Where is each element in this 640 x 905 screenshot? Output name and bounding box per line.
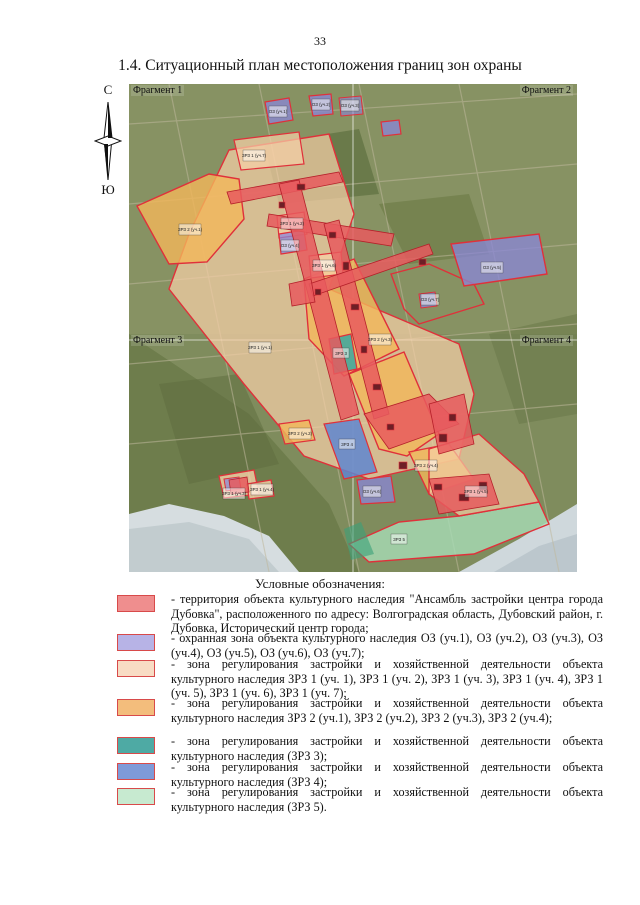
legend-swatch	[117, 660, 155, 677]
legend-text: - зона регулирования застройки и хозяйственной деятельности объекта культурного наследия (ЗРЗ 5).	[171, 785, 603, 814]
fragment-1-label: Фрагмент 1	[133, 85, 183, 96]
svg-text:ЗРЗ 3: ЗРЗ 3	[335, 351, 347, 356]
svg-text:ЗРЗ 1 (уч.3): ЗРЗ 1 (уч.3)	[221, 491, 247, 496]
fragment-4-label: Фрагмент 4	[521, 335, 571, 346]
svg-text:ЗРЗ 2 (уч.1): ЗРЗ 2 (уч.1)	[177, 227, 203, 232]
zone-label	[312, 260, 337, 271]
svg-text:ОЗ (уч.3): ОЗ (уч.3)	[340, 103, 360, 108]
zone-label	[464, 486, 489, 497]
compass-north-label: С	[103, 82, 113, 97]
legend-title: Условные обозначения:	[254, 576, 386, 591]
zone-label	[222, 488, 247, 499]
legend-swatch	[117, 634, 155, 651]
north-arrow	[94, 82, 134, 202]
zone-label	[281, 240, 300, 251]
svg-text:ЗРЗ 1 (уч.1): ЗРЗ 1 (уч.1)	[247, 345, 273, 350]
compass-south-label: Ю	[101, 182, 115, 197]
svg-text:ЗРЗ 1 (уч.2): ЗРЗ 1 (уч.2)	[279, 221, 305, 226]
legend-item	[117, 657, 607, 701]
svg-text:ЗРЗ 1 (уч.7): ЗРЗ 1 (уч.7)	[241, 153, 267, 158]
compass-icon	[94, 100, 122, 182]
legend-text: - зона регулирования застройки и хозяйственной деятельности объекта культурного наследия ЗРЗ 2 (уч.1), ЗРЗ 2 (уч.2), ЗРЗ 2 (уч.3), ЗРЗ 2 (уч.4);	[171, 696, 603, 725]
legend-swatch	[117, 737, 155, 754]
zone-label	[333, 348, 349, 358]
svg-text:ОЗ (уч.5): ОЗ (уч.5)	[482, 265, 502, 270]
svg-text:ЗРЗ 4: ЗРЗ 4	[341, 442, 353, 447]
zone-label	[391, 534, 407, 544]
legend-text: - зона регулирования застройки и хозяйственной деятельности объекта культурного наследия (ЗРЗ 4);	[171, 760, 603, 789]
zone-label	[421, 294, 440, 305]
svg-text:ОЗ (уч.2): ОЗ (уч.2)	[311, 102, 331, 107]
zone-label	[269, 106, 288, 117]
zone-label	[178, 224, 203, 235]
zone-label	[250, 484, 275, 495]
map-canvas	[129, 84, 577, 572]
svg-text:ЗРЗ 1 (уч.4): ЗРЗ 1 (уч.4)	[249, 487, 275, 492]
svg-text:ЗРЗ 2 (уч.3): ЗРЗ 2 (уч.3)	[367, 337, 393, 342]
legend-text: - зона регулирования застройки и хозяйственной деятельности объекта культурного наследия ЗРЗ 1 (уч. 1), ЗРЗ 1 (уч. 2), ЗРЗ 1 (уч. 3), ЗРЗ 1 (уч. 4), ЗРЗ 1 (уч. 5), ЗРЗ 1 (уч. 6), ЗРЗ 1 (уч. 7);	[171, 657, 603, 701]
zone-label	[248, 342, 273, 353]
svg-text:ОЗ (уч.6): ОЗ (уч.6)	[362, 489, 382, 494]
zone-label	[481, 262, 503, 273]
zone-label	[339, 439, 355, 449]
legend-item	[117, 785, 607, 815]
legend-swatch	[117, 595, 155, 612]
svg-text:ЗРЗ 1 (уч.6): ЗРЗ 1 (уч.6)	[311, 263, 337, 268]
fragment-2-label: Фрагмент 2	[521, 85, 571, 96]
svg-text:ОЗ (уч.1): ОЗ (уч.1)	[268, 109, 288, 114]
zone-label	[312, 99, 331, 110]
svg-text:ЗРЗ 5: ЗРЗ 5	[393, 537, 405, 542]
legend-item	[117, 592, 607, 636]
zone-label	[280, 218, 305, 229]
legend-text: - охранная зона объекта культурного наследия ОЗ (уч.1), ОЗ (уч.2), ОЗ (уч.3), ОЗ (уч.4), ОЗ (уч.5), ОЗ (уч.6), ОЗ (уч.7);	[171, 631, 603, 660]
svg-text:ОЗ (уч.7): ОЗ (уч.7)	[420, 297, 440, 302]
svg-text:ЗРЗ 2 (уч.4): ЗРЗ 2 (уч.4)	[413, 463, 439, 468]
zone-label	[363, 486, 382, 497]
zone-label	[242, 150, 267, 161]
legend-swatch	[117, 763, 155, 780]
zone-label	[368, 334, 393, 345]
zone-label	[414, 460, 439, 471]
zone-label	[341, 100, 360, 111]
situational-map	[129, 84, 577, 572]
legend-text: - зона регулирования застройки и хозяйственной деятельности объекта культурного наследия (ЗРЗ 3);	[171, 734, 603, 763]
legend-swatch	[117, 699, 155, 716]
page-number: 33	[314, 34, 326, 48]
legend-item	[117, 696, 607, 726]
legend-swatch	[117, 788, 155, 805]
page-title: 1.4. Ситуационный план местоположения границ зон охраны	[118, 57, 522, 74]
fragment-3-label: Фрагмент 3	[133, 335, 183, 346]
svg-text:ОЗ (уч.4): ОЗ (уч.4)	[280, 243, 300, 248]
svg-text:ЗРЗ 2 (уч.2): ЗРЗ 2 (уч.2)	[287, 431, 313, 436]
svg-text:ЗРЗ 1 (уч.5): ЗРЗ 1 (уч.5)	[463, 489, 489, 494]
zone-label	[288, 428, 313, 439]
legend-text: - территория объекта культурного наследия "Ансамбль застройки центра города Дубовка", расположенного по адресу: Волгоградская область, Дубовский район, г. Дубовка, Исторический центр города;	[171, 592, 603, 636]
